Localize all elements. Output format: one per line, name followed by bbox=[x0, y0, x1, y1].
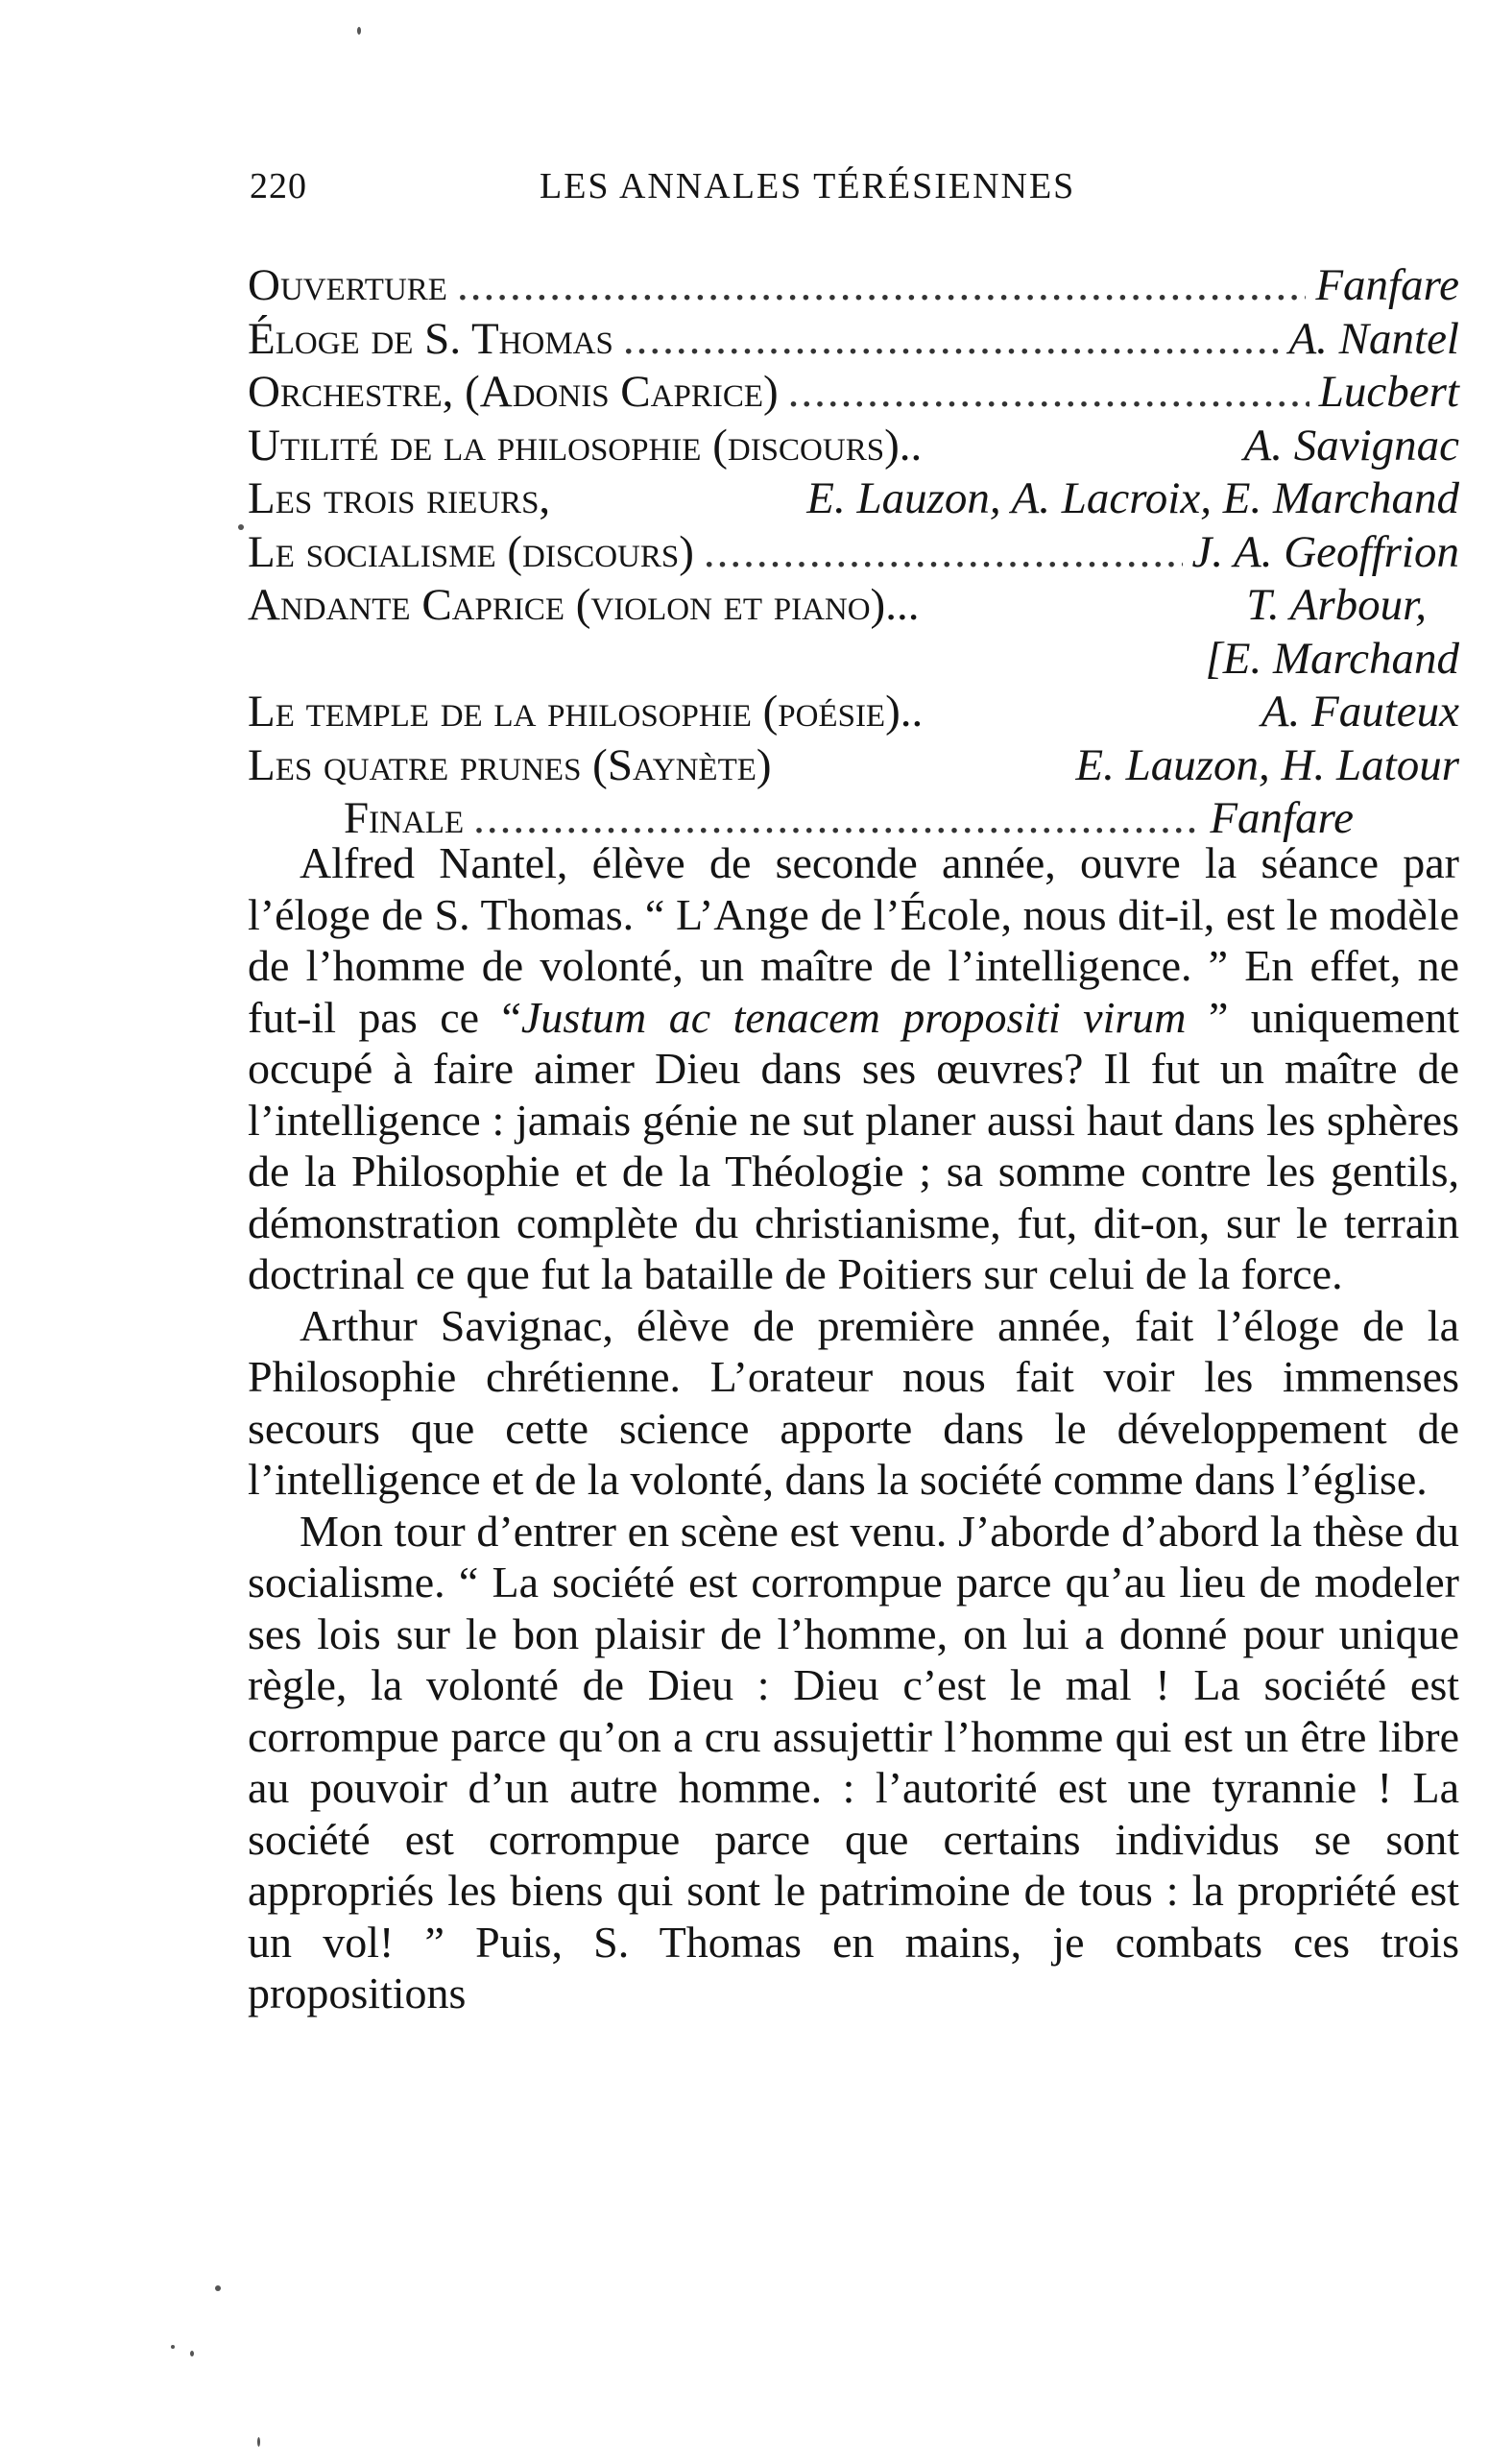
paragraph-text: ” uniquement occupé à faire aimer Dieu dans ses œuvres? Il fut un maître de l’intelligence : jamais génie ne sut planer aussi haut dans les sphères de la Philosophie et de la Théologie ; sa somme contre les gentils, démonstration complète du christianisme, fut, dit-on, sur le terrain doctrinal ce que fut la bataille de Poitiers sur celui de la force. bbox=[248, 992, 1460, 1298]
program-item-performers: A. Fauteux bbox=[1261, 687, 1459, 737]
program-item-title: Finale bbox=[344, 793, 465, 843]
program-item-title: Les quatre prunes (Saynète) bbox=[248, 739, 772, 790]
program-item-performers: Fanfare bbox=[1315, 260, 1459, 310]
program-item-performers: Lucbert bbox=[1318, 367, 1459, 417]
leader-dots bbox=[457, 259, 1306, 313]
latin-quotation: Justum ac tenacem propositi virum bbox=[520, 992, 1187, 1042]
program-item bbox=[248, 420, 1459, 473]
print-speck bbox=[357, 27, 361, 35]
program-item bbox=[248, 686, 1459, 739]
program-item-title: Les trois rieurs, bbox=[248, 473, 551, 523]
program-item bbox=[248, 472, 1459, 526]
program-item-title: Andante Caprice (violon et piano)... bbox=[248, 580, 920, 630]
program-item-continuation bbox=[248, 633, 1459, 687]
program-item bbox=[248, 579, 1459, 633]
paragraph-text: Alfred Nantel, élève de seconde année, ouvre la séance par l’éloge de S. Thomas. “ L’Ange de l’École, nous dit-il, est le modèle de l’homme de volonté, un maître de l’intelligence. ” En effet, ne fut-il pas ce “ bbox=[248, 838, 1459, 1042]
program-item bbox=[248, 313, 1459, 367]
program-item bbox=[248, 526, 1459, 580]
program-item-performers: J. A. Geoffrion bbox=[1191, 526, 1459, 577]
program-item-title: Le temple de la philosophie (poésie).. bbox=[248, 687, 924, 737]
print-speck bbox=[171, 2345, 175, 2349]
print-speck bbox=[215, 2285, 221, 2291]
program-item-title: Orchestre, (Adonis Caprice) bbox=[248, 367, 779, 417]
program-item-performers: A. Nantel bbox=[1288, 313, 1459, 364]
program-list bbox=[248, 259, 1459, 846]
paragraph: Arthur Savignac, élève de première année, fait l’éloge de la Philosophie chrétienne. L’orateur nous fait voir les immenses secours que cette science apporte dans le développement de l’intelligence et de la volonté, dans la société comme dans l’église. bbox=[248, 1300, 1459, 1504]
leader-dots bbox=[623, 313, 1280, 367]
program-item-performers: [E. Marchand bbox=[1205, 633, 1459, 684]
running-title: LES ANNALES TÉRÉSIENNES bbox=[540, 166, 1076, 206]
paragraph: Mon tour d’entrer en scène est venu. J’aborde d’abord la thèse du socialisme. “ La société est corrompue parce qu’au lieu de modeler ses lois sur le bon plaisir de l’homme, on lui a donné pour unique règle, la volonté de Dieu : Dieu c’est le mal ! La société est corrompue parce qu’on a cru assujettir l’homme qui est un être libre au pouvoir d’un autre homme. : l’autorité est une tyrannie ! La société est corrompue parce que certains individus se sont appropriés les biens qui sont le patrimoine de tous : la propriété est un vol! ” Puis, S. Thomas en mains, je combats ces trois propositions bbox=[248, 1506, 1459, 2017]
program-item-title: Le socialisme (discours) bbox=[248, 526, 694, 577]
program-item-performers: E. Lauzon, H. Latour bbox=[1075, 739, 1459, 790]
program-item bbox=[248, 259, 1459, 313]
program-item-performers: T. Arbour, bbox=[1246, 580, 1427, 630]
leader-dots bbox=[704, 526, 1183, 580]
program-item bbox=[248, 739, 1459, 793]
paragraph bbox=[248, 837, 1459, 1300]
page-number: 220 bbox=[250, 166, 307, 206]
print-speck bbox=[190, 2351, 194, 2356]
print-speck bbox=[257, 2437, 260, 2447]
program-item-performers: Fanfare bbox=[1210, 793, 1354, 843]
print-speck bbox=[238, 524, 244, 530]
program-item-title: Éloge de S. Thomas bbox=[248, 313, 613, 364]
program-item-title: Ouverture bbox=[248, 260, 447, 310]
body-text bbox=[248, 837, 1459, 2019]
program-item-performers: E. Lauzon, A. Lacroix, E. Marchand bbox=[806, 473, 1459, 523]
program-item bbox=[248, 366, 1459, 420]
leader-dots bbox=[788, 366, 1309, 420]
program-item-title: Utilité de la philosophie (discours).. bbox=[248, 420, 923, 471]
program-item-performers: A. Savignac bbox=[1243, 420, 1459, 471]
